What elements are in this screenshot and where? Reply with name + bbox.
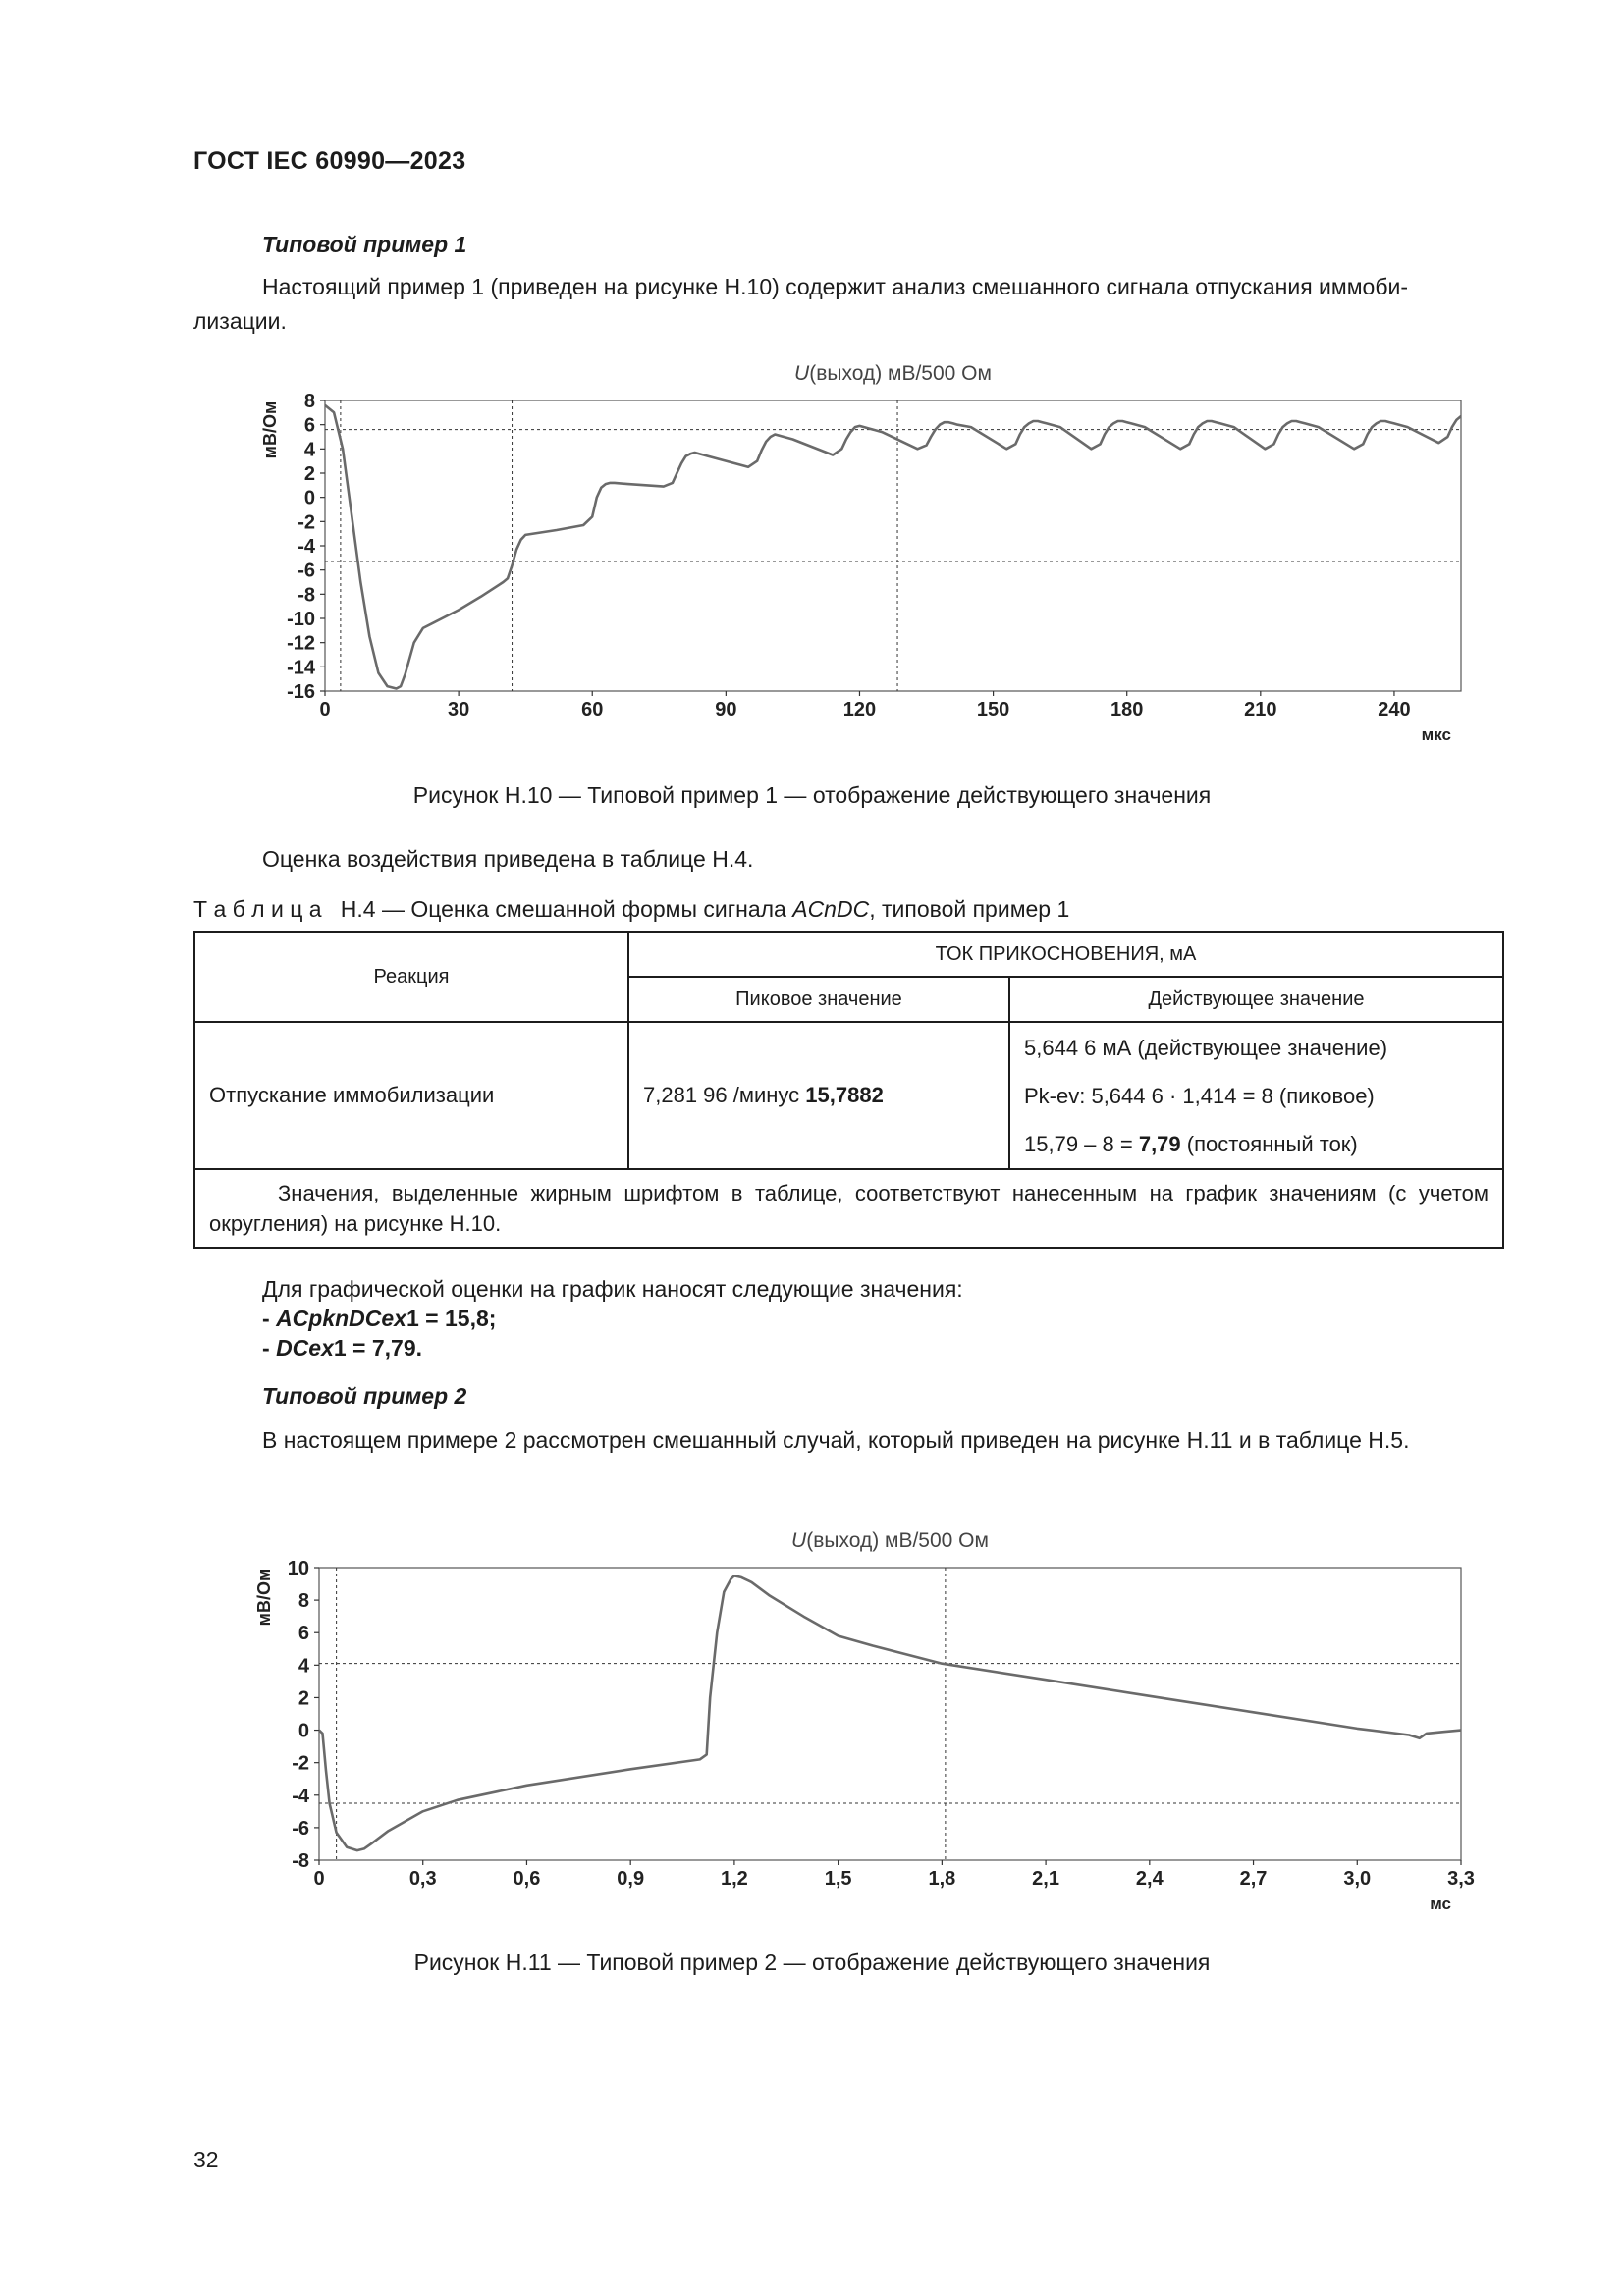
x-tick-label: 0 (319, 699, 331, 721)
example1-paragraph-line1: Настоящий пример 1 (приведен на рисунке Н.10) содержит анализ смешанного сигнала отпускания иммоби- (262, 274, 1409, 299)
x-tick-label: 120 (842, 699, 877, 721)
y-tick-label: 6 (298, 1623, 309, 1645)
x-tick-label: 0,3 (408, 1868, 437, 1890)
y-tick-label: -12 (287, 632, 315, 655)
x-tick-label: 1,2 (721, 1868, 748, 1890)
y-tick-label: 2 (298, 1687, 309, 1710)
y-tick-label: -2 (292, 1752, 309, 1775)
example1-paragraph-line2: лизации. (193, 308, 287, 334)
chart-title: U(выход) мВ/500 Ом (794, 362, 992, 385)
x-tick-label: 0,6 (513, 1868, 541, 1890)
table-header-reaction: Реакция (194, 932, 628, 1022)
y-tick-label: 2 (303, 463, 315, 485)
x-tick-label: 2,4 (1135, 1868, 1164, 1890)
x-tick-label: 3,3 (1447, 1868, 1475, 1890)
y-tick-label: 0 (303, 487, 315, 509)
x-axis-label: мкс (1421, 725, 1451, 744)
y-tick-label: -14 (287, 657, 315, 679)
signal-line (319, 1575, 1461, 1850)
rms-line-3: 15,79 – 8 = 7,79 (постоянный ток) (1024, 1131, 1358, 1156)
y-tick-label: 0 (298, 1720, 309, 1742)
y-tick-label: -4 (292, 1785, 309, 1807)
x-tick-label: 240 (1378, 699, 1411, 721)
x-tick-label: 1,5 (824, 1868, 852, 1890)
x-tick-label: 2,1 (1032, 1868, 1059, 1890)
table-h4-title: Т а б л и ц а Н.4 — Оценка смешанной формы сигнала ACnDC, типовой пример 1 (193, 896, 1070, 922)
table-header-peak: Пиковое значение (628, 977, 1009, 1022)
x-tick-label: 3,0 (1343, 1868, 1372, 1890)
y-axis-label: мВ/Ом (254, 1568, 274, 1627)
x-tick-label: 2,7 (1239, 1868, 1268, 1890)
y-tick-label: -16 (287, 681, 315, 703)
graph-values-intro: Для графической оценки на график наносят следующие значения: (262, 1276, 963, 1302)
table-header-rms: Действующее значение (1009, 977, 1503, 1022)
example1-heading: Типовой пример 1 (262, 232, 467, 257)
x-tick-label: 0,9 (617, 1868, 645, 1890)
y-tick-label: -4 (298, 536, 315, 558)
table-note: Значения, выделенные жирным шрифтом в таблице, соответствуют нанесенным на график значениям (с учетом округления) на рисунке Н.10. (194, 1169, 1503, 1248)
y-tick-label: -6 (298, 560, 315, 582)
evaluation-text: Оценка воздействия приведена в таблице Н.4. (262, 846, 754, 872)
table-cell-reaction: Отпускание иммобилизации (194, 1022, 628, 1169)
x-tick-label: 60 (581, 699, 604, 721)
y-tick-label: -8 (292, 1850, 309, 1872)
example2-heading: Типовой пример 2 (262, 1383, 467, 1409)
y-tick-label: -2 (298, 511, 315, 534)
y-axis-label: мВ/Ом (260, 400, 280, 459)
graph-value-item-1: - ACpknDCex1 = 15,8; (262, 1306, 497, 1331)
x-axis-label: мс (1430, 1895, 1451, 1913)
graph-value-item-2: - DCex1 = 7,79. (262, 1335, 423, 1361)
example2-paragraph: В настоящем примере 2 рассмотрен смешанный случай, который приведен на рисунке Н.11 и в таблице Н.5. (262, 1427, 1410, 1453)
y-tick-label: 6 (303, 414, 315, 437)
x-tick-label: 1,8 (928, 1868, 956, 1890)
rms-line-2: Pk-ev: 5,644 6 · 1,414 = 8 (пиковое) (1024, 1083, 1375, 1108)
x-tick-label: 210 (1244, 699, 1277, 721)
y-tick-label: 8 (303, 391, 315, 412)
rms-line-1: 5,644 6 мА (действующее значение) (1024, 1035, 1388, 1060)
y-tick-label: -10 (287, 609, 315, 630)
chart-title: U(выход) мВ/500 Ом (791, 1529, 989, 1552)
x-tick-label: 180 (1110, 699, 1144, 721)
y-tick-label: 4 (298, 1655, 309, 1678)
table-header-touch-current: ТОК ПРИКОСНОВЕНИЯ, мА (628, 932, 1503, 977)
table-cell-peak: 7,281 96 /минус 15,7882 (628, 1022, 1009, 1169)
y-tick-label: 10 (287, 1558, 309, 1579)
page-number: 32 (193, 2147, 219, 2172)
y-tick-label: 8 (298, 1590, 309, 1613)
y-tick-label: -6 (292, 1817, 309, 1840)
plot-frame (319, 1568, 1461, 1860)
figure-h11-caption: Рисунок Н.11 — Типовой пример 2 — отображение действующего значения (413, 1949, 1211, 1975)
x-tick-label: 0 (313, 1868, 325, 1890)
x-tick-label: 90 (715, 699, 737, 721)
document-header: ГОСТ IEC 60990—2023 (193, 147, 466, 175)
y-tick-label: 4 (303, 439, 315, 461)
figure-h10-caption: Рисунок Н.10 — Типовой пример 1 — отображение действующего значения (412, 782, 1212, 808)
x-tick-label: 150 (976, 699, 1010, 721)
y-tick-label: -8 (298, 584, 315, 607)
x-tick-label: 30 (447, 699, 470, 721)
